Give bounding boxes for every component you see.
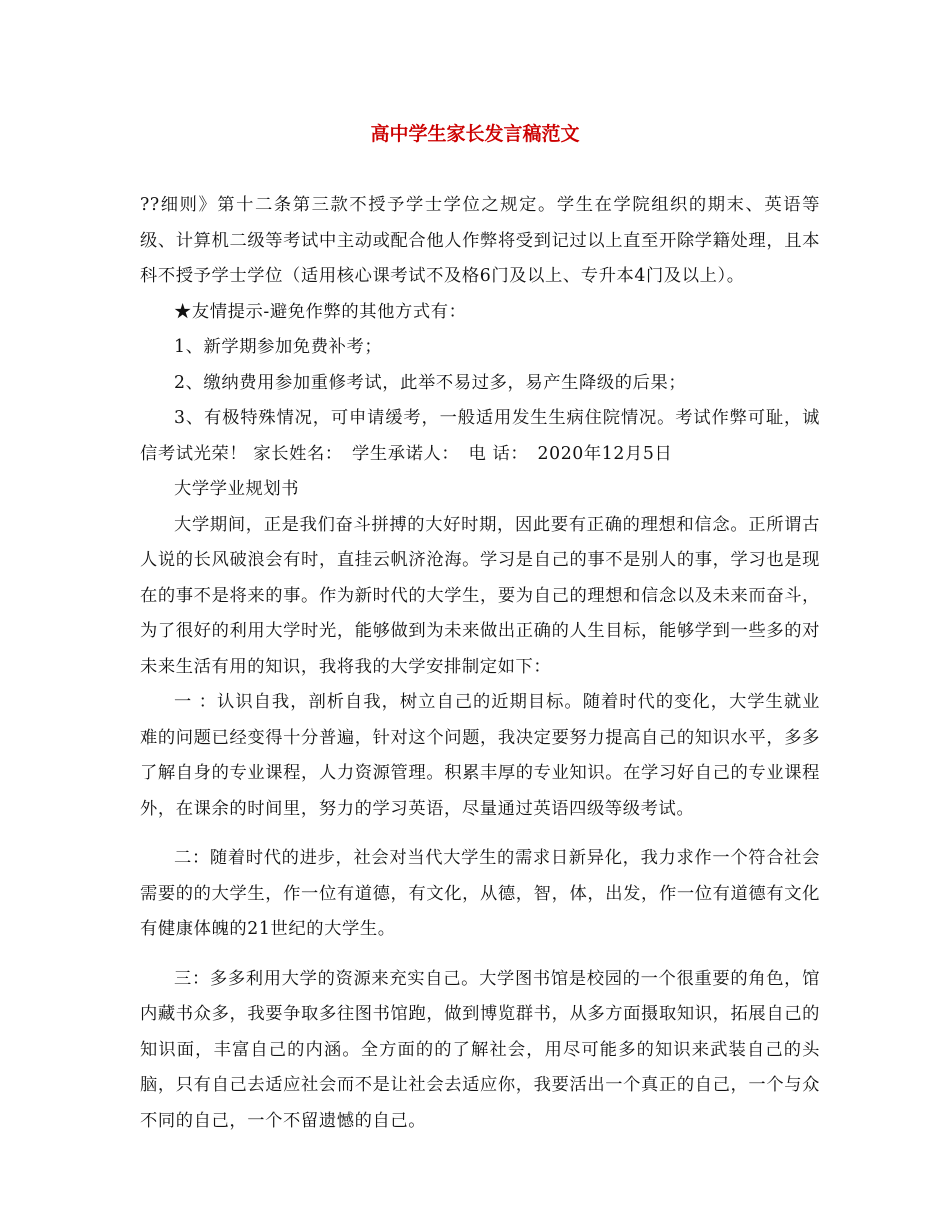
paragraph-plan-one: 一 ：认识自我，剖析自我，树立自己的近期目标。随着时代的变化，大学生就业难的问题已经变得十分普遍，针对这个问题，我决定要努力提高自己的知识水平，多多了解自身的专业课程，人力资源管理。积累丰厚的专业知识。在学习好自己的专业课程外，在课余的时间里，努力的学习英语，尽量通过英语四级等级考试。 — [140, 692, 820, 819]
document-title: 高中学生家长发言稿范文 — [370, 123, 580, 145]
paragraph-plan-two: 二：随着时代的进步，社会对当代大学生的需求日新异化，我力求作一个符合社会需要的的大学生，作一位有道德，有文化，从德，智，体，出发，作一位有道德有文化有健康体魄的21世纪的大学生。 — [140, 848, 820, 939]
paragraph-gap — [140, 948, 820, 962]
paragraph-tip-3: 3、有极特殊情况，可申请缓考，一般适用发生生病住院情况。考试作弊可耻，诚信考试光荣！ 家长姓名： 学生承诺人： 电 话： 2020年12月5日 — [140, 408, 820, 464]
paragraph-regulation: ??细则》第十二条第三款不授予学士学位之规定。学生在学院组织的期末、英语等级、计算机二级等考试中主动或配合他人作弊将受到记过以上直至开除学籍处理，且本科不授予学士学位（适用核心课考试不及格6门及以上、专升本4门及以上）。 — [140, 195, 820, 286]
paragraph-plan-three: 三：多多利用大学的资源来充实自己。大学图书馆是校园的一个很重要的角色，馆内藏书众多，我要争取多往图书馆跑，做到博览群书，从多方面摄取知识，拓展自己的知识面，丰富自己的内涵。全方面的的了解社会，用尽可能多的知识来武装自己的头脑，只有自己去适应社会而不是让社会去适应你，我要活出一个真正的自己，一个与众不同的自己，一个不留遗憾的自己。 — [140, 968, 820, 1131]
document-body — [140, 188, 820, 1139]
paragraph-tip-2: 2、缴纳费用参加重修考试，此举不易过多，易产生降级的后果； — [174, 372, 687, 393]
paragraph-tip-1: 1、新学期参加免费补考； — [174, 337, 383, 357]
paragraph-plan-intro: 大学期间，正是我们奋斗拼搏的大好时期，因此要有正确的理想和信念。正所谓古人说的长风破浪会有时，直挂云帆济沧海。学习是自己的事不是别人的事，学习也是现在的事不是将来的事。作为新时代的大学生，要为自己的理想和信念以及未来而奋斗，为了很好的利用大学时光，能够做到为未来做出正确的人生目标，能够学到一些多的对未来生活有用的知识，我将我的大学安排制定如下： — [140, 514, 820, 677]
paragraph-gap — [140, 827, 820, 841]
paragraph-plan-heading: 大学学业规划书 — [174, 479, 300, 499]
paragraph-tips-heading: ★友情提示-避免作弊的其他方式有： — [174, 301, 467, 322]
